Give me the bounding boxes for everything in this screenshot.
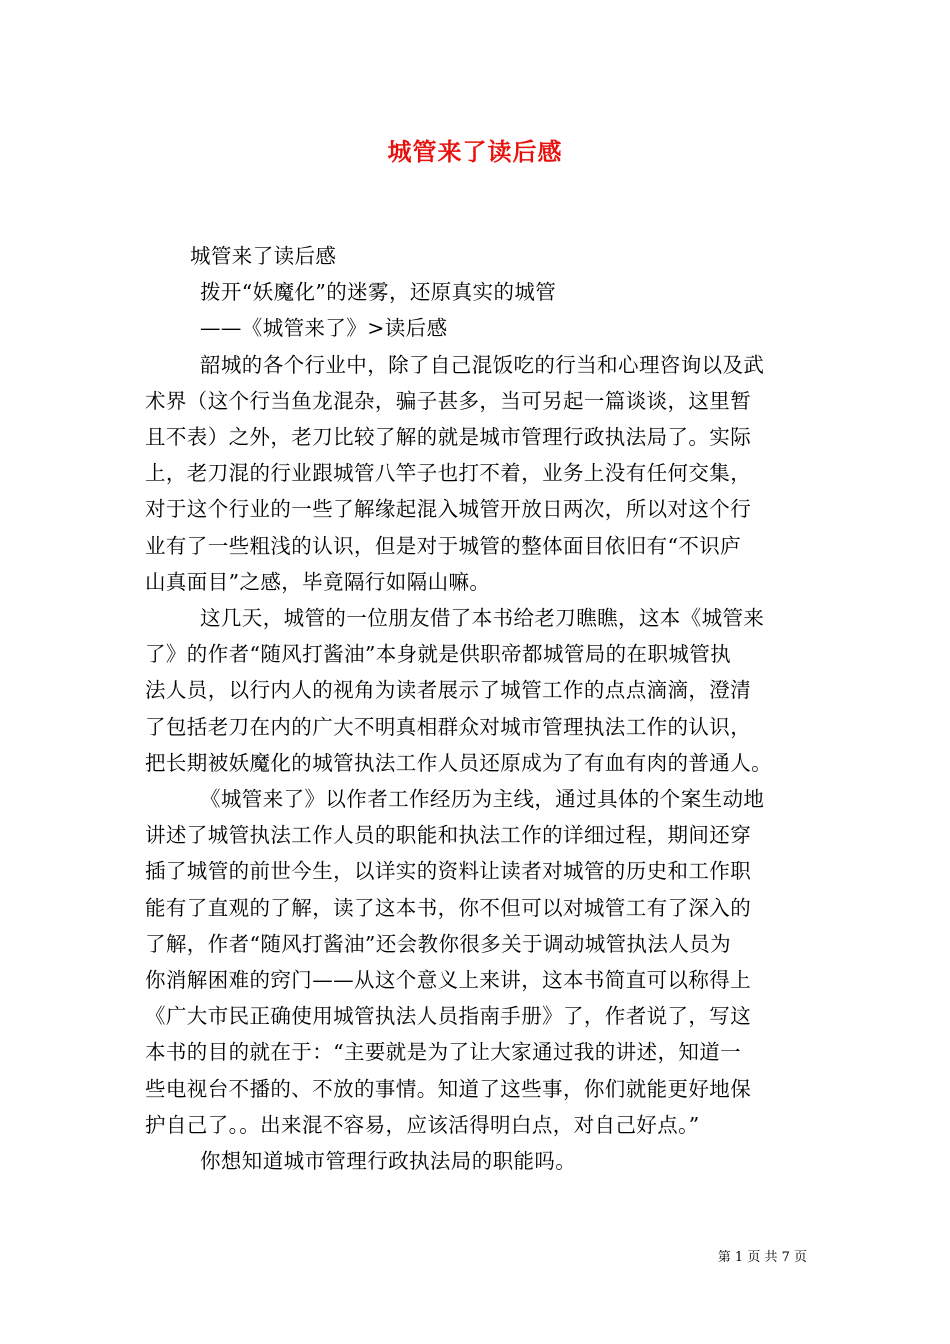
body-line: 这几天，城管的一位朋友借了本书给老刀瞧瞧，这本《城管来: [200, 606, 765, 631]
body-line: 城管来了读后感: [190, 244, 337, 268]
body-line: 你消解困难的窍门——从这个意义上来讲，这本书简直可以称得上: [145, 968, 752, 993]
body-line: 护自己了。。出来混不容易，应该活得明白点，对自己好点。”: [145, 1112, 700, 1137]
body-line: ——《城管来了》>读后感: [200, 316, 448, 341]
body-line: 讲述了城管执法工作人员的职能和执法工作的详细过程，期间还穿: [145, 823, 752, 848]
body-line: 了》的作者“随风打酱油”本身就是供职帝都城管局的在职城管执: [145, 642, 732, 667]
body-line: 业有了一些粗浅的认识，但是对于城管的整体面目依旧有“不识庐: [145, 533, 742, 558]
body-line: 插了城管的前世今生，以详实的资料让读者对城管的历史和工作职: [145, 859, 752, 884]
body-line: 能有了直观的了解，读了这本书，你不但可以对城管工有了深入的: [145, 895, 752, 920]
body-line: 对于这个行业的一些了解缘起混入城管开放日两次，所以对这个行: [145, 497, 752, 522]
body-line: 法人员，以行内人的视角为读者展示了城管工作的点点滴滴，澄清: [145, 678, 752, 703]
body-line: 你想知道城市管理行政执法局的职能吗。: [200, 1149, 577, 1174]
body-line: 了包括老刀在内的广大不明真相群众对城市管理执法工作的认识，: [145, 714, 752, 739]
body-line: 了解，作者“随风打酱油”还会教你很多关于调动城管执法人员为: [145, 931, 732, 956]
document-body: [145, 238, 807, 1179]
body-line: 上，老刀混的行业跟城管八竿子也打不着，业务上没有任何交集，: [145, 461, 752, 486]
body-line: 山真面目”之感，毕竟隔行如隔山嘛。: [145, 569, 491, 594]
body-line: 些电视台不播的、不放的事情。知道了这些事，你们就能更好地保: [145, 1076, 752, 1101]
body-line: 且不表）之外，老刀比较了解的就是城市管理行政执法局了。实际: [145, 425, 752, 450]
body-line: 拨开“妖魔化”的迷雾，还原真实的城管: [200, 280, 557, 305]
document-title: 城管来了读后感: [387, 137, 563, 166]
body-line: 《城管来了》以作者工作经历为主线，通过具体的个案生动地: [200, 787, 765, 812]
body-line: 把长期被妖魔化的城管执法工作人员还原成为了有血有肉的普通人。: [145, 750, 772, 775]
body-line: 本书的目的就在于：“主要就是为了让大家通过我的讲述，知道一: [145, 1040, 742, 1065]
page-number-footer: 第 1 页 共 7 页: [717, 1250, 807, 1265]
body-line: 韶城的各个行业中，除了自己混饭吃的行当和心理咨询以及武: [200, 352, 765, 377]
body-line: 术界（这个行当鱼龙混杂，骗子甚多，当可另起一篇谈谈，这里暂: [145, 388, 752, 413]
body-line: 《广大市民正确使用城管执法人员指南手册》了，作者说了，写这: [145, 1004, 752, 1029]
